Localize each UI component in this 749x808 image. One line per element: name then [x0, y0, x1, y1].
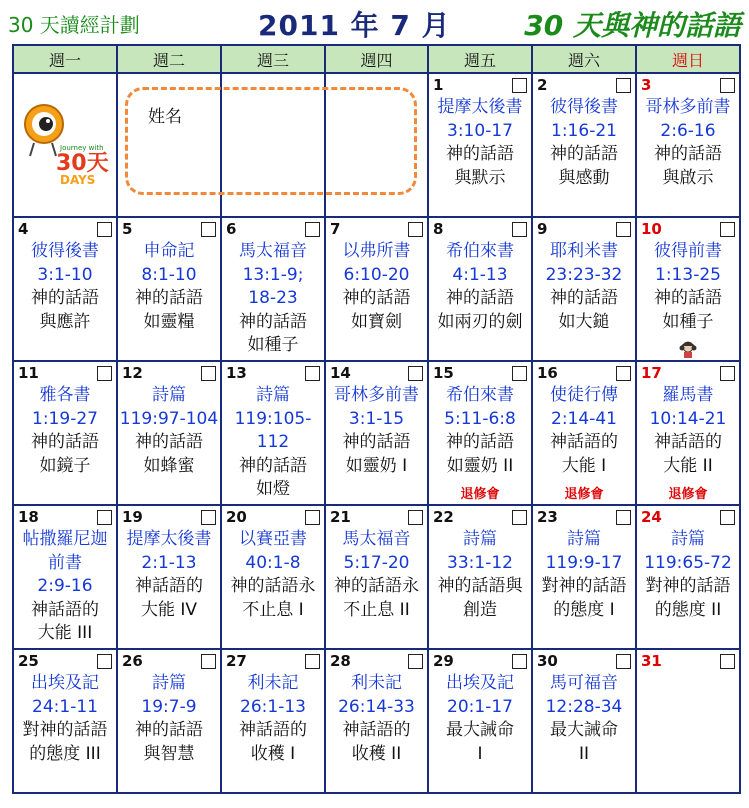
theme-text: 如種子 [662, 311, 714, 332]
day-cell [636, 361, 740, 505]
theme-text: 神的話語 [135, 432, 203, 452]
day-cell [532, 73, 636, 217]
reading-text [533, 96, 635, 190]
book-name: 利未記 [247, 673, 299, 693]
verse-range: 112 [256, 432, 290, 452]
day-cell [221, 361, 325, 505]
doll-icon [678, 340, 698, 358]
retreat-note: 退修會 [460, 487, 500, 502]
day-number: 9 [537, 220, 548, 238]
verse-range: 23:23-32 [545, 264, 623, 285]
day-cell [636, 505, 740, 649]
verse-range: 18-23 [248, 288, 298, 308]
day-number: 21 [330, 508, 351, 526]
day-cell [117, 505, 221, 649]
reading-text [222, 672, 324, 766]
theme-text: 神話語的 [654, 432, 722, 452]
theme-text: 神的話語 [342, 288, 411, 308]
reading-text [222, 384, 324, 502]
done-checkbox[interactable] [97, 654, 112, 669]
day-number: 30 [537, 652, 558, 670]
reading-text [637, 96, 739, 190]
day-cell [428, 217, 532, 361]
theme-text: 對神的話語 [22, 720, 108, 740]
day-number: 13 [226, 364, 247, 382]
verse-range: 5:11-6:8 [444, 408, 516, 429]
theme-text: 神的話語 [135, 288, 203, 308]
done-checkbox[interactable] [408, 366, 423, 381]
day-cell [636, 649, 740, 793]
done-checkbox[interactable] [201, 654, 216, 669]
book-name: 詩篇 [256, 385, 290, 405]
theme-text: 神的話語 [239, 311, 307, 332]
day-number: 22 [433, 508, 454, 526]
theme-text: 創造 [463, 599, 497, 620]
week-row [13, 505, 740, 649]
book-name: 詩篇 [152, 385, 186, 405]
book-name: 馬太福音 [342, 529, 411, 549]
book-name: 詩篇 [463, 529, 497, 549]
reading-text [637, 384, 739, 478]
done-checkbox[interactable] [408, 510, 423, 525]
theme-text: 大能 IV [140, 599, 198, 620]
verse-range: 5:17-20 [343, 552, 410, 573]
reading-text [118, 672, 220, 766]
reading-text [326, 240, 427, 334]
verse-range: 8:1-10 [141, 264, 197, 285]
reading-text [326, 528, 427, 622]
verse-range: 119:9-17 [545, 552, 623, 573]
logo-small-text: Journey with [60, 144, 104, 152]
book-name: 利未記 [351, 673, 402, 693]
done-checkbox[interactable] [616, 654, 631, 669]
done-checkbox[interactable] [512, 366, 527, 381]
day-number: 11 [18, 364, 39, 382]
done-checkbox[interactable] [512, 654, 527, 669]
day-cell [532, 361, 636, 505]
book-name: 申命記 [143, 241, 195, 261]
book-name: 馬太福音 [239, 241, 307, 261]
theme-text: 不止息 I [242, 599, 304, 620]
reading-text [14, 240, 116, 334]
verse-range: 6:10-20 [343, 264, 410, 285]
book-name: 雅各書 [39, 385, 91, 405]
day-cell [325, 505, 428, 649]
theme-text: 神話語的 [239, 720, 307, 740]
reading-text [429, 384, 531, 478]
weekday-header: 週二 [117, 45, 221, 73]
theme-title: 30 天與神的話語 [524, 9, 741, 42]
theme-text: 神話語的 [342, 720, 411, 740]
logo-big-text: 30天 [56, 151, 109, 176]
retreat-note: 退修會 [564, 487, 604, 502]
book-name: 詩篇 [671, 529, 705, 549]
book-name: 以賽亞書 [239, 529, 307, 549]
book-name: 彼得後書 [31, 241, 99, 261]
day-number: 17 [641, 364, 662, 382]
book-name: 提摩太後書 [126, 529, 212, 549]
day-cell [636, 217, 740, 361]
verse-range: 2:9-16 [37, 576, 93, 596]
theme-text: 大能 III [37, 623, 93, 643]
theme-text: 如種子 [247, 335, 299, 355]
done-checkbox[interactable] [720, 510, 735, 525]
weekday-header-row [13, 45, 740, 73]
theme-text: 與啟示 [662, 167, 714, 188]
verse-range: 1:16-21 [551, 120, 617, 141]
reading-text [326, 672, 427, 766]
theme-text: 的態度 II [654, 599, 722, 620]
book-name: 彼得後書 [550, 97, 618, 117]
day-number: 8 [433, 220, 444, 238]
day-number: 27 [226, 652, 247, 670]
month-title: 2011 年 7 月 [258, 9, 451, 42]
done-checkbox[interactable] [616, 510, 631, 525]
theme-text: 神的話語 [654, 144, 722, 164]
reading-text [637, 528, 739, 622]
day-cell [13, 361, 117, 505]
day-number: 3 [641, 76, 652, 94]
verse-range: 26:14-33 [338, 696, 415, 717]
day-cell [221, 505, 325, 649]
reading-text [533, 528, 635, 622]
theme-text: 如兩刃的劍 [437, 311, 523, 332]
day-number: 29 [433, 652, 454, 670]
day-number: 2 [537, 76, 548, 94]
theme-text: 與感動 [558, 167, 610, 188]
done-checkbox[interactable] [616, 222, 631, 237]
book-name: 羅馬書 [662, 385, 714, 405]
theme-text: 不止息 II [343, 599, 410, 620]
day-number: 31 [641, 652, 662, 670]
weekday-header: 週日 [636, 45, 740, 73]
verse-range: 33:1-12 [447, 552, 513, 573]
day-number: 18 [18, 508, 39, 526]
day-cell [532, 649, 636, 793]
theme-text: 收穫 I [250, 743, 296, 764]
done-checkbox[interactable] [305, 222, 320, 237]
day-number: 5 [122, 220, 133, 238]
day-cell [221, 217, 325, 361]
verse-range: 3:1-15 [348, 408, 405, 429]
theme-text: 神的話語 [31, 432, 99, 452]
logo-sub-text: DAYS [60, 173, 96, 187]
theme-text: 如鏡子 [39, 455, 91, 476]
theme-text: 神的話語與 [437, 576, 523, 596]
done-checkbox[interactable] [305, 654, 320, 669]
day-cell [221, 649, 325, 793]
weekday-header: 週五 [428, 45, 532, 73]
verse-range: 2:14-41 [551, 408, 617, 429]
theme-text: 如寶劍 [351, 311, 402, 332]
day-cell [13, 217, 117, 361]
done-checkbox[interactable] [616, 366, 631, 381]
done-checkbox[interactable] [512, 222, 527, 237]
day-cell [428, 361, 532, 505]
reading-text [533, 384, 635, 478]
day-cell [13, 505, 117, 649]
done-checkbox[interactable] [720, 78, 735, 93]
weekday-header: 週六 [532, 45, 636, 73]
theme-text: I [477, 743, 483, 764]
day-cell [428, 505, 532, 649]
theme-text: 最大誡命 [446, 720, 514, 740]
theme-text: 神話語的 [135, 576, 203, 596]
done-checkbox[interactable] [616, 78, 631, 93]
reading-text [429, 672, 531, 766]
day-cell [117, 217, 221, 361]
book-name: 提摩太後書 [437, 97, 523, 117]
reading-text [429, 528, 531, 622]
done-checkbox[interactable] [97, 222, 112, 237]
done-checkbox[interactable] [512, 78, 527, 93]
day-cell [117, 649, 221, 793]
day-cell [428, 649, 532, 793]
day-cell [325, 217, 428, 361]
verse-range: 2:1-13 [141, 552, 197, 573]
theme-text: 大能 II [663, 455, 713, 476]
verse-range: 24:1-11 [32, 696, 98, 717]
reading-text [118, 240, 220, 334]
book-name: 哥林多前書 [334, 385, 419, 405]
reading-text [429, 96, 531, 190]
done-checkbox[interactable] [201, 366, 216, 381]
day-number: 23 [537, 508, 558, 526]
day-number: 15 [433, 364, 454, 382]
verse-range: 119:65-72 [644, 552, 732, 573]
day-cell [532, 217, 636, 361]
book-name: 馬可福音 [550, 673, 618, 693]
verse-range: 3:1-10 [37, 264, 93, 285]
reading-text [533, 672, 635, 766]
verse-range: 13:1-9; [242, 264, 304, 285]
day-cell [117, 361, 221, 505]
day-number: 1 [433, 76, 444, 94]
theme-text: 如靈奶 I [345, 455, 408, 476]
theme-text: 如燈 [256, 479, 290, 499]
day-number: 6 [226, 220, 237, 238]
theme-text: 對神的話語 [645, 576, 731, 596]
book-name: 哥林多前書 [645, 97, 731, 117]
reading-text [14, 528, 116, 646]
day-cell [325, 361, 428, 505]
week-row [13, 361, 740, 505]
reading-text [222, 528, 324, 622]
day-cell [13, 649, 117, 793]
verse-range: 3:10-17 [447, 120, 513, 141]
theme-text: 如靈糧 [143, 311, 195, 332]
book-name: 希伯來書 [446, 241, 514, 261]
reading-text [222, 240, 324, 358]
book-name: 詩篇 [567, 529, 601, 549]
book-name: 出埃及記 [31, 673, 99, 693]
eye-mascot-logo-icon [22, 98, 112, 188]
done-checkbox[interactable] [97, 510, 112, 525]
day-cell [325, 649, 428, 793]
theme-text: 神話語的 [31, 599, 99, 620]
theme-text: 神的話語 [239, 455, 307, 476]
theme-text: 的態度 I [553, 599, 615, 620]
book-name: 詩篇 [152, 673, 186, 693]
day-cell [636, 73, 740, 217]
theme-text: 如大鎚 [558, 311, 610, 332]
theme-text: II [578, 743, 590, 764]
day-number: 25 [18, 652, 39, 670]
theme-text: 與應許 [39, 311, 91, 332]
reading-text [14, 384, 116, 478]
page-header [0, 0, 749, 44]
theme-text: 神的話語 [654, 288, 722, 308]
verse-range: 119:105- [234, 408, 312, 429]
done-checkbox[interactable] [512, 510, 527, 525]
book-name: 帖撒羅尼迦 [22, 529, 108, 549]
reading-text [429, 240, 531, 334]
book-name: 出埃及記 [446, 673, 514, 693]
day-cell [532, 505, 636, 649]
done-checkbox[interactable] [408, 654, 423, 669]
verse-range: 20:1-17 [447, 696, 513, 717]
reading-text [637, 240, 739, 334]
theme-text: 的態度 III [29, 743, 101, 764]
verse-range: 1:13-25 [655, 264, 721, 285]
verse-range: 4:1-13 [452, 264, 508, 285]
theme-text: 神的話語 [446, 144, 514, 164]
verse-range: 19:7-9 [141, 696, 197, 717]
day-number: 7 [330, 220, 341, 238]
reading-text [326, 384, 427, 478]
reading-text [533, 240, 635, 334]
verse-range: 26:1-13 [240, 696, 306, 717]
reading-text [14, 672, 116, 766]
theme-text: 神的話語永 [230, 576, 316, 596]
theme-text: 神的話語 [135, 720, 203, 740]
done-checkbox[interactable] [305, 366, 320, 381]
day-number: 26 [122, 652, 143, 670]
day-number: 12 [122, 364, 143, 382]
verse-range: 40:1-8 [245, 552, 301, 573]
retreat-note: 退修會 [668, 487, 708, 502]
book-name: 彼得前書 [654, 241, 722, 261]
plan-title: 30 天讀經計劃 [8, 13, 140, 37]
week-row [13, 217, 740, 361]
done-checkbox[interactable] [720, 654, 735, 669]
day-number: 16 [537, 364, 558, 382]
theme-text: 與智慧 [143, 743, 195, 764]
verse-range: 2:6-16 [660, 120, 716, 141]
theme-text: 神的話語 [31, 288, 99, 308]
day-number: 24 [641, 508, 662, 526]
theme-text: 神的話語 [446, 432, 514, 452]
verse-range: 前書 [48, 552, 82, 573]
theme-text: 神的話語 [550, 144, 618, 164]
day-number: 20 [226, 508, 247, 526]
name-label: 姓名 [148, 107, 182, 127]
name-field[interactable] [125, 87, 417, 195]
theme-text: 如靈奶 II [446, 455, 514, 476]
theme-text: 神的話語 [446, 288, 514, 308]
theme-text: 最大誡命 [550, 720, 618, 740]
done-checkbox[interactable] [720, 366, 735, 381]
day-number: 4 [18, 220, 29, 238]
theme-text: 神話語的 [550, 432, 618, 452]
theme-text: 如蜂蜜 [143, 455, 195, 476]
verse-range: 1:19-27 [32, 408, 98, 429]
day-cell [428, 73, 532, 217]
book-name: 以弗所書 [342, 241, 411, 261]
done-checkbox[interactable] [305, 510, 320, 525]
reading-text [118, 384, 220, 478]
week-row [13, 649, 740, 793]
done-checkbox[interactable] [201, 510, 216, 525]
weekday-header: 週三 [221, 45, 325, 73]
book-name: 使徒行傳 [550, 385, 618, 405]
reading-text [118, 528, 220, 622]
theme-text: 對神的話語 [541, 576, 627, 596]
verse-range: 12:28-34 [545, 696, 623, 717]
theme-text: 神的話語永 [334, 576, 419, 596]
done-checkbox[interactable] [720, 222, 735, 237]
weekday-header: 週四 [325, 45, 428, 73]
theme-text: 大能 I [561, 455, 607, 476]
theme-text: 神的話語 [550, 288, 618, 308]
book-name: 耶利米書 [550, 241, 618, 261]
theme-text: 收穫 II [351, 743, 402, 764]
day-number: 19 [122, 508, 143, 526]
theme-text: 與默示 [454, 167, 506, 188]
done-checkbox[interactable] [408, 222, 423, 237]
done-checkbox[interactable] [97, 366, 112, 381]
book-name: 希伯來書 [446, 385, 514, 405]
verse-range: 119:97-104 [119, 408, 219, 429]
verse-range: 10:14-21 [649, 408, 727, 429]
weekday-header: 週一 [13, 45, 117, 73]
theme-text: 神的話語 [342, 432, 411, 452]
day-number: 28 [330, 652, 351, 670]
day-number: 14 [330, 364, 351, 382]
done-checkbox[interactable] [201, 222, 216, 237]
day-number: 10 [641, 220, 662, 238]
